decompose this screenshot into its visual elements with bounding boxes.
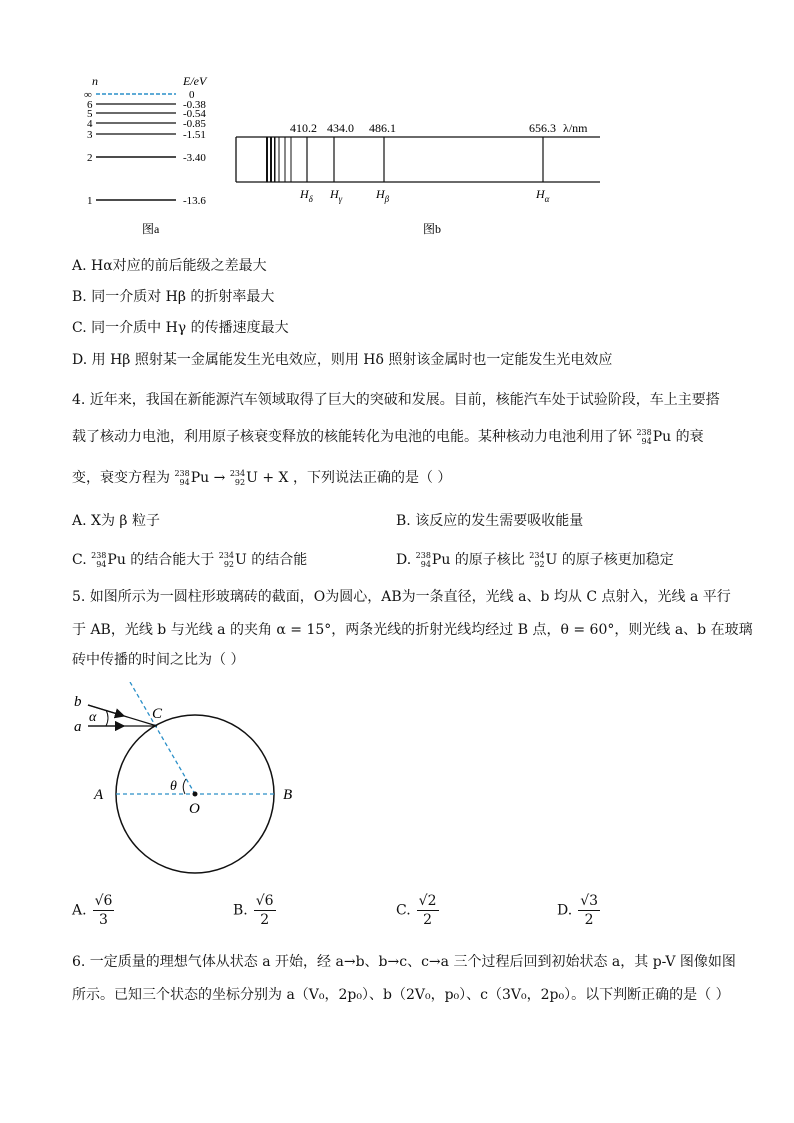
level-e-1: -13.6 — [183, 195, 206, 207]
q4-option-c: C. 238 94 Pu 的结合能大于 234 92 U 的结合能 — [72, 551, 308, 569]
level-n-2: 2 — [87, 152, 93, 164]
isotope-pu238: 238 94 Pu — [636, 428, 672, 446]
q5-text-line2: 于 AB，光线 b 与光线 a 的夹角 α = 15°，两条光线的折射光线均经过 B 点，θ = 60°，则光线 a、b 在玻璃 — [72, 622, 753, 638]
q3-option-b: B. 同一介质对 Hβ 的折射率最大 — [72, 289, 275, 305]
q4-line3-post: ，下列说法正确的是（ ） — [292, 470, 452, 486]
q4-line3-pre: 变，衰变方程为 — [72, 470, 170, 486]
level-e-3: -1.51 — [183, 129, 206, 141]
q3-option-a: A. Hα对应的前后能级之差最大 — [72, 258, 267, 274]
level-n-1: 1 — [87, 195, 93, 207]
q4-text-line1: 4. 近年来，我国在新能源汽车领域取得了巨大的突破和发展。目前，核能汽车处于试验阶段，车上主要搭 — [72, 392, 720, 408]
q4-line2-pre: 载了核动力电池，利用原子核衰变释放的核能转化为电池的电能。某种核动力电池利用了钚 — [72, 429, 632, 445]
wavelength-434: 434.0 — [327, 121, 354, 135]
q5-text-line1: 5. 如图所示为一圆柱形玻璃砖的截面，O为圆心，AB为一条直径，光线 a、b 均从 C 点射入，光线 a 平行 — [72, 589, 731, 605]
level-e-2: -3.40 — [183, 152, 206, 164]
level-e-4: -0.85 — [183, 118, 206, 130]
level-n-6: 6 — [87, 99, 93, 111]
energy-axis-label: E/eV — [183, 74, 207, 88]
line-label-h-beta: $H_\beta$ — [376, 187, 390, 204]
ray-a-label: a — [74, 719, 82, 735]
wavelength-656: 656.3 — [529, 121, 556, 135]
equation-plus-x: + X — [262, 470, 289, 486]
fig-b-caption: 图b — [423, 222, 442, 236]
equation-arrow: → — [213, 470, 226, 486]
q4-text-line2 — [72, 427, 704, 447]
n-axis-label: n — [92, 74, 98, 88]
wavelength-unit: λ/nm — [563, 121, 588, 135]
q4-line2-post: 的衰 — [675, 429, 704, 445]
q3-option-d: D. 用 Hβ 照射某一金属能发生光电效应，则用 Hδ 照射该金属时也一定能发生光电效应 — [72, 352, 613, 368]
point-c-label: C — [152, 706, 163, 722]
q4-option-b: B. 该反应的发生需要吸收能量 — [396, 513, 584, 529]
q6-text-line2: 所示。已知三个状态的坐标分别为 a（V₀，2p₀）、b（2V₀，p₀）、c（3V₀，2p₀）。以下判断正确的是（ ） — [72, 987, 730, 1003]
q6-text-line1: 6. 一定质量的理想气体从状态 a 开始，经 a→b、b→c、c→a 三个过程后回到初始状态 a，其 p-V 图像如图 — [72, 954, 736, 970]
level-n-inf: ∞ — [84, 89, 92, 101]
fig-a-caption: 图a — [142, 222, 160, 236]
wavelength-410: 410.2 — [290, 121, 317, 135]
level-e-5: -0.54 — [183, 108, 206, 120]
level-e-6: -0.38 — [183, 99, 206, 111]
q4-option-d: D. 238 94 Pu 的原子核比 234 92 U 的原子核更加稳定 — [396, 551, 674, 569]
q5-option-d: D. $\frac{√3}{2}$ — [557, 893, 599, 928]
equation-pu238: 238 94 Pu — [174, 469, 210, 487]
glass-cylinder-diagram — [68, 682, 308, 882]
wavelength-486: 486.1 — [369, 121, 396, 135]
level-e-inf: 0 — [189, 89, 195, 101]
q4-option-a: A. X为 β 粒子 — [72, 513, 160, 529]
alpha-angle-label: α — [89, 710, 97, 725]
spectrum-diagram — [230, 115, 610, 240]
center-o-label: O — [189, 801, 200, 817]
q5-text-line3: 砖中传播的时间之比为（ ） — [72, 652, 245, 668]
level-n-5: 5 — [87, 108, 93, 120]
level-n-4: 4 — [87, 118, 93, 130]
q5-option-b: B. $\frac{√6}{2}$ — [233, 893, 274, 928]
point-b-label: B — [283, 787, 293, 803]
energy-level-diagram — [80, 70, 230, 240]
theta-angle-label: θ — [170, 779, 177, 794]
q3-option-c: C. 同一介质中 Hγ 的传播速度最大 — [72, 320, 289, 336]
line-label-h-alpha: $H_\alpha$ — [536, 187, 550, 204]
point-a-label: A — [94, 787, 104, 803]
ray-b-label: b — [74, 694, 82, 710]
line-label-h-delta: $H_\delta$ — [300, 187, 313, 204]
equation-u234: 234 92 U — [229, 469, 258, 487]
q5-option-a: A. $\frac{√6}{3}$ — [72, 893, 113, 928]
q4-text-line3 — [72, 468, 451, 488]
line-label-h-gamma: $H_\gamma$ — [330, 187, 343, 204]
q5-option-c: C. $\frac{√2}{2}$ — [396, 893, 437, 928]
level-n-3: 3 — [87, 129, 93, 141]
